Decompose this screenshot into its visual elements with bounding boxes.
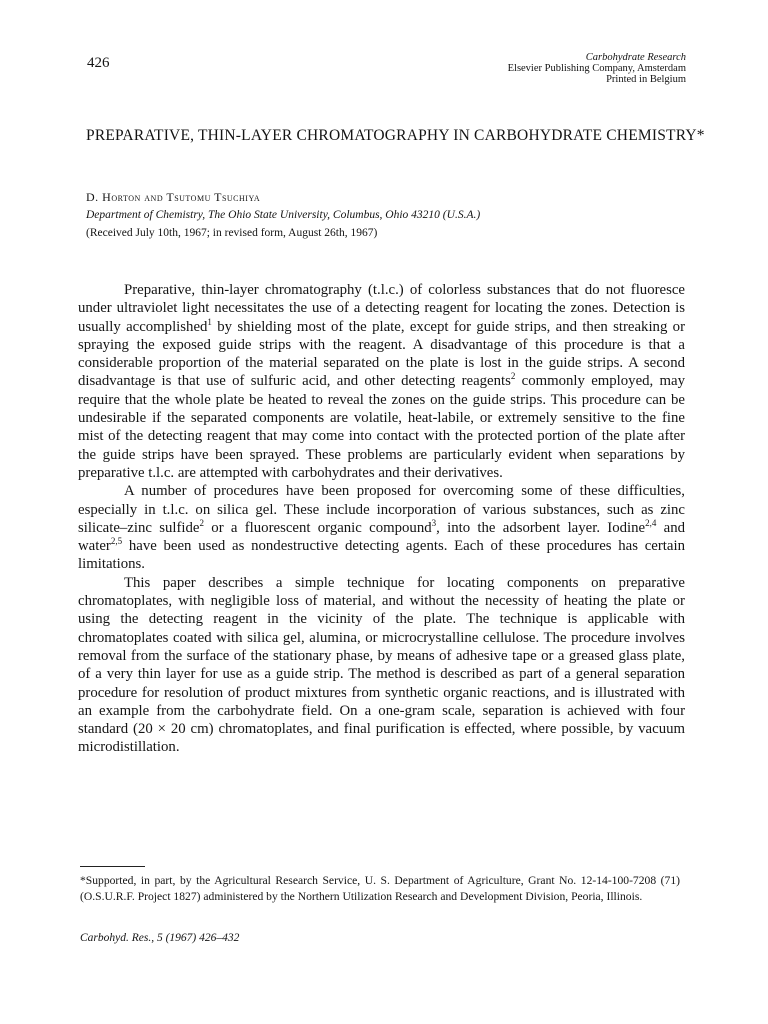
authors: D. Horton and Tsutomu Tsuchiya (86, 190, 261, 204)
article-body (78, 281, 685, 757)
reference-marker: 1 (207, 316, 212, 327)
paragraph-3: This paper describes a simple technique for locating components on preparative chromatoplates, with negligible loss of material, and without the necessity of heating the plate or using the detecting reagent in the vicinity of the plate. The technique is applicable with chromatoplates coated with silica gel, alumina, or microcrystalline cellulose. The procedure involves removal from the surface of the stationary phase, by means of adhesive tape or a greased glass plate, of a very thin layer for use as a guide strip. The method is described as part of a general separation procedure for resolution of product mixtures from synthetic organic reactions, and is illustrated with an example from the carbohydrate field. On a one-gram scale, separation is achieved with four standard (20 × 20 cm) chromatoplates, and final purification is effected, where possible, by vacuum microdistillation. (78, 574, 685, 756)
article-title: PREPARATIVE, THIN-LAYER CHROMATOGRAPHY IN CARBOHYDRATE CHEMISTRY* (86, 127, 705, 144)
publisher: Elsevier Publishing Company, Amsterdam (507, 63, 686, 74)
reference-marker: 2 (510, 371, 516, 382)
footnote-rule (80, 866, 145, 867)
journal-header (508, 52, 686, 85)
paragraph-1 (78, 281, 685, 482)
footnote: *Supported, in part, by the Agricultural Research Service, U. S. Department of Agriculture, Grant No. 12-14-100-7208 (71) (O.S.U.R.F. Project 1827) administered by the Northern Utilization Research and Development Division, Peoria, Illinois. (80, 874, 680, 903)
paragraph-2 (78, 482, 685, 573)
journal-name: Carbohydrate Research (585, 52, 686, 63)
paragraph-2-text-a: A number of procedures have been proposed for overcoming some of these difficulties, especially in t.l.c. on silica gel. These include incorporation of various substances, such as zinc silicate–zinc sulfide (78, 483, 685, 536)
received-date: (Received July 10th, 1967; in revised form, August 26th, 1967) (86, 227, 378, 239)
paragraph-2-text-c: , into the adsorbent layer. Iodine (436, 519, 646, 536)
reference-marker: 2,4 (645, 517, 657, 528)
journal-citation: Carbohyd. Res., 5 (1967) 426–432 (80, 932, 240, 944)
page-number: 426 (87, 55, 110, 71)
paragraph-2-text-b: or a fluorescent organic compound (204, 519, 432, 536)
reference-marker: 2,5 (110, 536, 123, 547)
paragraph-2-text-e: have been used as nondestructive detecting agents. Each of these procedures has certain limitations. (78, 538, 685, 573)
reference-marker: 2 (199, 517, 205, 528)
paragraph-1-text-a: Preparative, thin-layer chromatography (t.l.c.) of colorless substances that do not fluoresce under ultraviolet light necessitates the use of a detecting reagent for locating the zones. Detection is usually accomplished (78, 282, 685, 335)
reference-marker: 3 (431, 517, 437, 528)
paragraph-2-text-d: and water (78, 519, 686, 555)
affiliation: Department of Chemistry, The Ohio State University, Columbus, Ohio 43210 (U.S.A.) (86, 209, 481, 221)
paragraph-1-text-c: commonly employed, may require that the whole plate be heated to reveal the zones on the guide strips. This procedure can be undesirable if the separated components are volatile, heat-labile, or extremely sensitive to the fine mist of the detecting reagent that may come into contact with the protected portion of the plate after the guide strips have been sprayed. These problems are particularly evident when separations by preparative t.l.c. are attempted with carbohydrates and their derivatives. (78, 373, 685, 481)
paragraph-1-text-b: by shielding most of the plate, except for guide strips, and then streaking or spraying the exposed guide strips with the reagent. A disadvantage of this procedure is that a considerable proportion of the material separated on the plate is lost in the guide strips. A second disadvantage is that use of sulfuric acid, and other detecting reagents (78, 318, 685, 390)
printed-location: Printed in Belgium (606, 74, 686, 85)
